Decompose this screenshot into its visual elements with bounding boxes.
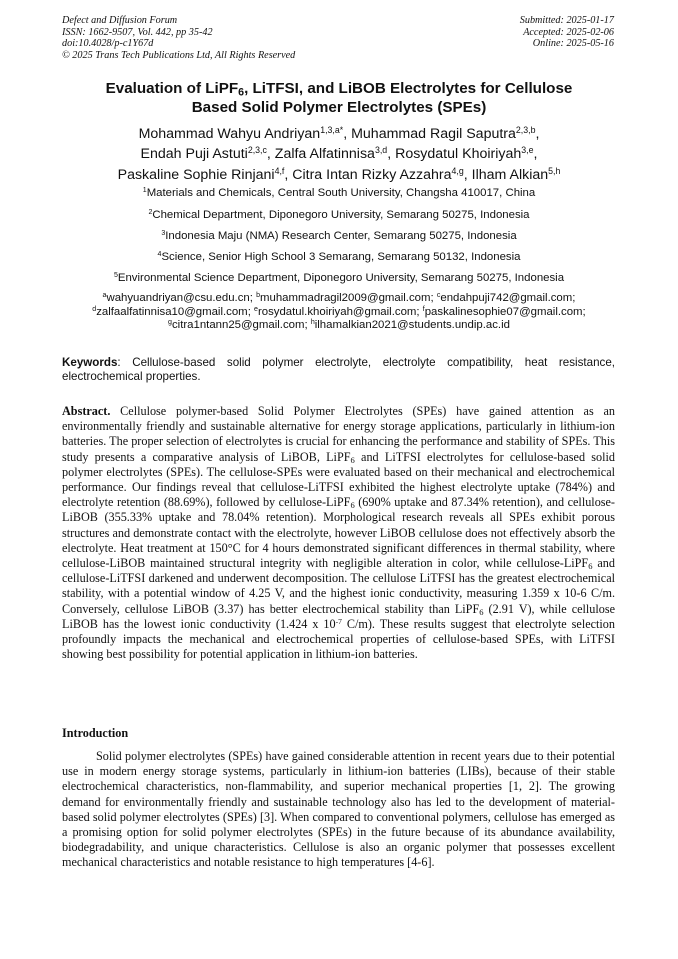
title-subscript: 6 <box>238 86 245 99</box>
accepted-date: Accepted: 2025-02-06 <box>523 26 614 38</box>
keywords-block <box>62 356 615 384</box>
author: Endah Puji Astuti$^{2,3,c}$ <box>140 145 267 163</box>
abstract-block: Abstract. Cellulose polymer-based Solid Polymer Electrolytes (SPEs) have gained attention as an environmentally friendly and sustainable alternative for energy storage applications, particularly in lithium-ion batteries. The proper selection of electrolytes is crucial for enhancing the performance and stability of SPEs. This study presents a comparative analysis of LiBOB, LiPF$_6$ and LiTFSI electrolytes for cellulose-based solid polymer electrolytes (SPEs). The cellulose-SPEs were evaluated based on their mechanical and electrochemical performance. Our findings reveal that cellulose-LiTFSI exhibited the highest electrolyte uptake (784%) and electrolyte retention (88.69%), followed by cellulose-LiPF$_6$ (690% uptake and 87.34% retention), and cellulose-LiBOB (355.33% uptake and 78.04% retention). Morphological research reveals all SPEs exhibit porous structures and demonstrate contact with the electrolyte, however LiBOB cellulose does not effectively absorb the electrolyte. Heat treatment at 150°C for 4 hours demonstrated significant differences in thermal stability, where cellulose-LiBOB maintained structural integrity with negligible alteration in color, while cellulose-LiPF$_6$ and cellulose-LiTFSI darkened and underwent decomposition. The cellulose LiTFSI has the greatest electrochemical stability, with a potential window of 4.25 V, and the highest ionic conductivity, measuring 1.359 x 10-6 C/m. Conversely, cellulose LiBOB (3.37) has better electrochemical stability than LiPF$_6$ (2.91 V), while cellulose LiBOB has the lowest ionic conductivity (1.424 x $10^{-7}$ C/m). These results suggest that electrolyte selection profoundly impacts the mechanical and electrochemical properties of cellulose-based SPEs, with LiTFSI showing best possibility for potential application in lithium-ion batteries. <box>62 404 616 662</box>
title-line2: Based Solid Polymer Electrolytes (SPEs) <box>191 98 487 116</box>
email[interactable]: $^f$paskalinesophie07@gmail.com <box>422 305 583 318</box>
online-date: Online: 2025-05-16 <box>532 38 614 50</box>
email[interactable]: $^b$muhammadragil2009@gmail.com <box>256 292 431 304</box>
introduction-paragraph: Solid polymer electrolytes (SPEs) have gained considerable attention in recent years due to their potential use in modern energy storage systems, particularly in lithium-ion batteries (LIBs), because of their stable electrochemical characteristics, non-flammability, and superior mechanical properties [1, 2]. The growing demand for environmentally friendly and sustainable technology also has led to the development of material-based solid polymer electrolytes (SPEs) [3]. When compared to conventional polymers, cellulose has emerged as a promising option for solid polymer electrolytes (SPEs) in the future because of its abundance availability, biodegradability, and unique characteristics. Cellulose is also an organic polymer that possesses excellent mechanical characteristics and notable resistance to high temperatures [4-6]. <box>62 749 615 870</box>
title-part: Evaluation of LiPF <box>105 80 239 97</box>
copyright-line: © 2025 Trans Tech Publications Ltd, All Rights Reserved <box>62 49 296 61</box>
doi-line[interactable]: doi:10.4028/p-c1Y67d <box>62 38 154 50</box>
email[interactable]: $^g$citra1ntann25@gmail.com <box>168 319 305 332</box>
abstract-label: Abstract. <box>62 404 111 418</box>
email[interactable]: $^h$ilhamalkian2021@students.undip.ac.id <box>310 319 510 332</box>
issn-line: ISSN: 1662-9507, Vol. 442, pp 35-42 <box>62 26 213 38</box>
author: Citra Intan Rizky Azzahra$^{4,g}$ <box>292 165 464 183</box>
keywords-label: Keywords <box>62 356 118 369</box>
introduction-heading: Introduction <box>62 726 129 740</box>
email[interactable]: $^c$endahpuji742@gmail.com <box>436 292 573 304</box>
author: Ilham Alkian$^{5,h}$ <box>471 165 561 183</box>
email[interactable]: $^a$wahyuandriyan@csu.edu.cn <box>102 292 250 304</box>
author: Mohammad Wahyu Andriyan$^{1,3,a*}$ <box>138 125 344 142</box>
affiliation: $^1$Materials and Chemicals, Central South University, Changsha 410017, China <box>142 187 536 199</box>
journal-name: Defect and Diffusion Forum <box>62 15 178 26</box>
email[interactable]: $^e$rosydatul.khoiriyah@gmail.com <box>254 305 417 318</box>
paper-title <box>60 80 618 117</box>
affiliation: $^5$Environmental Science Department, Diponegoro University, Semarang 50275, Indonesia <box>113 272 565 284</box>
journal-header <box>62 15 295 61</box>
author-list: Mohammad Wahyu Andriyan$^{1,3,a*}$, Muhammad Ragil Saputra$^{2,3,b}$, Endah Puji Astuti$^{2,3,c}$, Zalfa Alfatinnisa$^{3,d}$, Rosydatul Khoiriyah$^{3,e}$, Paskaline Sophie Rinjani$^{4,f}$, Citra Intan Rizky Azzahra$^{4,g}$, Ilham Alkian$^{5,h}$ <box>117 125 561 183</box>
keywords-text: : Cellulose-based solid polymer electrolyte, electrolyte compatibility, heat resistance, electrochemical properties. <box>62 356 615 383</box>
dates-header <box>520 15 614 50</box>
submitted-date: Submitted: 2025-01-17 <box>519 15 614 26</box>
affiliation: $^3$Indonesia Maju (NMA) Research Center, Semarang 50275, Indonesia <box>161 230 517 242</box>
affiliation: $^4$Science, Senior High School 3 Semarang, Semarang 50132, Indonesia <box>157 251 521 263</box>
email[interactable]: $^d$zalfaalfatinnisa10@gmail.com <box>92 305 248 318</box>
title-part: , LiTFSI, and LiBOB Electrolytes for Cellulose <box>244 80 573 97</box>
affiliation: $^2$Chemical Department, Diponegoro University, Semarang 50275, Indonesia <box>148 209 530 221</box>
email-list: $^a$wahyuandriyan@csu.edu.cn; $^b$muhammadragil2009@gmail.com; $^c$endahpuji742@gmail.com; $^d$zalfaalfatinnisa10@gmail.com; $^e$rosydatul.khoiriyah@gmail.com; $^f$paskalinesophie07@gmail.com; $^g$citra1ntann25@gmail.com; $^h$ilhamalkian2021@students.undip.ac.id <box>92 292 586 332</box>
author: Muhammad Ragil Saputra$^{2,3,b}$ <box>351 125 536 142</box>
author: Rosydatul Khoiriyah$^{3,e}$ <box>395 145 534 163</box>
author: Zalfa Alfatinnisa$^{3,d}$ <box>274 145 388 163</box>
author: Paskaline Sophie Rinjani$^{4,f}$ <box>117 165 285 183</box>
